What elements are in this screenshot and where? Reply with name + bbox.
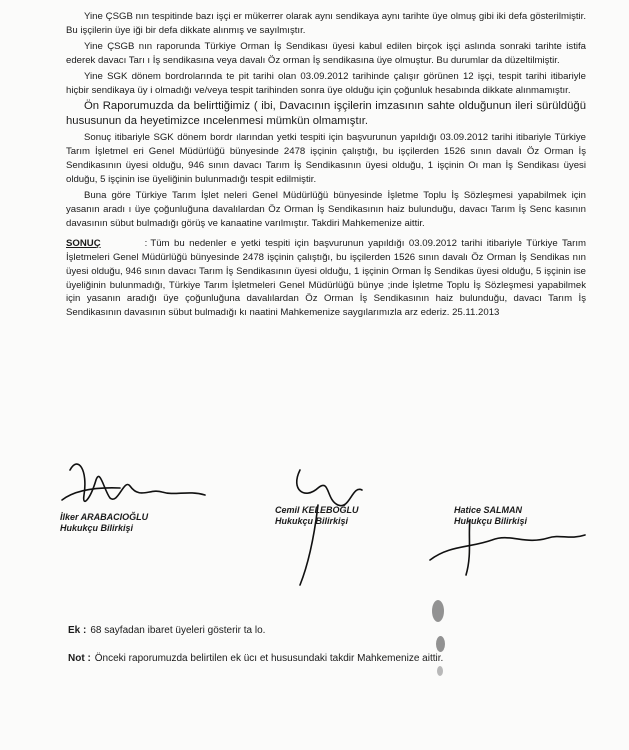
scan-smudge <box>436 636 445 652</box>
signature-stroke-3 <box>430 535 585 560</box>
footnote-text: Önceki raporumuzda belirtilen ek ücı et hususundaki takdir Mahkemenize aittir. <box>94 653 444 664</box>
paragraph-opinion: Buna göre Türkiye Tarım İşlet neleri Genel Müdürlüğü bünyesinde İşletme Toplu İş Sözleşmesi yapabilmek için yasanın aradı ı üye çoğunluğuna davalılardan Öz Orman İş Sendikasının haiz bulunduğu, davacı Tarım İş Senc kasının davasının sübut bulmadığı görüş ve kanaatine varılmıştır. Takdiri Mahkemenize aittir. <box>66 190 586 229</box>
signatory-role: Hukukçu Bilirkişi <box>60 523 134 533</box>
signatory-name: İlker ARABACIOĞLU <box>60 512 149 522</box>
report-body <box>66 10 586 320</box>
signature-stroke-2 <box>297 470 362 506</box>
paragraph-sgk-payroll: Yine SGK dönem bordrolarında te pit tarihi olan 03.09.2012 tarihinde çalışır görünen 12 işçi, tespit tarihi itibariyle hiçbir sendikaya üy i olmadığı ve/veya tespit tarihinden sonra üye olduğu için çoğunluk hesabında dikkate alınmamıştır. <box>66 70 586 96</box>
conclusion-text: Tüm bu nedenler e yetki tespiti için başvurunun yapıldığı 03.09.2012 tarihi itibariyle Türkiye Tarım İşletmeleri Genel Müdürlüğü bünyesinde 2478 işçinin çalıştığı, bu işçilerden 1526 sının davalı Öz Orman İş Sendikas nın üyesi olduğu, 946 sının davacı Tarım İş Sendikasının üyesi olduğu, 1 işçinin Orman İş Sendikas üyesi olduğu, 5 işçinin ise üyeliğinin bulunmadığı, Türkiye Tarım İşletmeleri Genel Müdürlüğü bünye ;inde İşletme Toplu İş Sözleşmesi yapabilmek için yasanın aradığı üye çoğunluğuna davalılardan Öz Orman İş Sendikasının haiz bulunduğu, davacı Tarım İş Sendikasının davasının sübut bulmadığı kı naatini Mahkemenize saygılarımızla arz ederiz. 25.11.2013 <box>66 237 586 319</box>
signatory-name: Hatice SALMAN <box>454 505 523 515</box>
footnote-label: Not : <box>68 653 91 664</box>
conclusion-separator: : <box>144 237 148 249</box>
attachment-label: Ek : <box>68 625 87 636</box>
scan-smudge <box>432 600 444 622</box>
signature-block-1 <box>60 512 148 534</box>
paragraph-duplicate-members: Yine ÇSGB nın tespitinde bazı işçi er mükerrer olarak aynı sendikaya aynı tarihte üye olmuş gibi iki defa gösterilmiştir. Bu işçilerin üye iği bir defa dikkate alınmış ve sayılmıştır. <box>66 11 586 36</box>
conclusion-label: SONUÇ <box>66 237 101 249</box>
signature-stroke-3b <box>466 520 470 575</box>
signature-stroke-1 <box>70 464 205 501</box>
conclusion-paragraph <box>66 237 586 320</box>
signatory-name: Cemil KELEBOĞLU <box>275 505 359 515</box>
paragraph-resigned-members: Yine ÇSGB nın raporunda Türkiye Orman İş Sendikası üyesi kabul edilen birçok işçi aslında sonraki tarihte istifa ederek davacı Tarı ı İş sendikasına veya davalı Öz orman İş sendikasına üye olmuştur. Bu durumlar da düzeltilmiştir. <box>66 40 586 66</box>
signatory-role: Hukukçu Bilirkişi <box>454 516 528 526</box>
paragraph-forged-signatures: Ön Raporumuzda da belirttiğimiz ( ibi, Davacının işçilerin imzasının sahte olduğunun ileri sürüldüğü hususunun da heyetimizce ıncelenmesi mümkün olmamıştır. <box>66 100 586 128</box>
signature-stroke-1b <box>62 488 120 500</box>
attachment-text: 68 sayfadan ibaret üyeleri gösterir ta lo. <box>90 625 266 636</box>
attachment-note <box>68 624 265 637</box>
signature-block-3 <box>454 505 527 527</box>
paragraph-result-counts: Sonuç itibariyle SGK dönem bordr ılarından yetki tespiti için başvurunun yapıldığı 03.09.2012 tarihi itibariyle Türkiye Tarım İşletmel eri Genel Müdürlüğü bünyesinde 2478 işçinin çalıştığı, bu işçilerden 1526 sının davalı Öz Orman İş Sendikasının üyesi olduğu, 946 sının davacı Tarım İş Sendikasının üyesi olduğu, 1 işçinin Oı man İş Sendikası üyesi olduğu, 5 işçinin ise üyeliğinin bulunmadığı tespit edilmiştir. <box>66 132 586 186</box>
signatory-role: Hukukçu Bilirkişi <box>275 516 349 526</box>
footnote <box>68 652 443 665</box>
signature-block-2 <box>275 505 359 527</box>
scan-smudge <box>437 666 443 676</box>
